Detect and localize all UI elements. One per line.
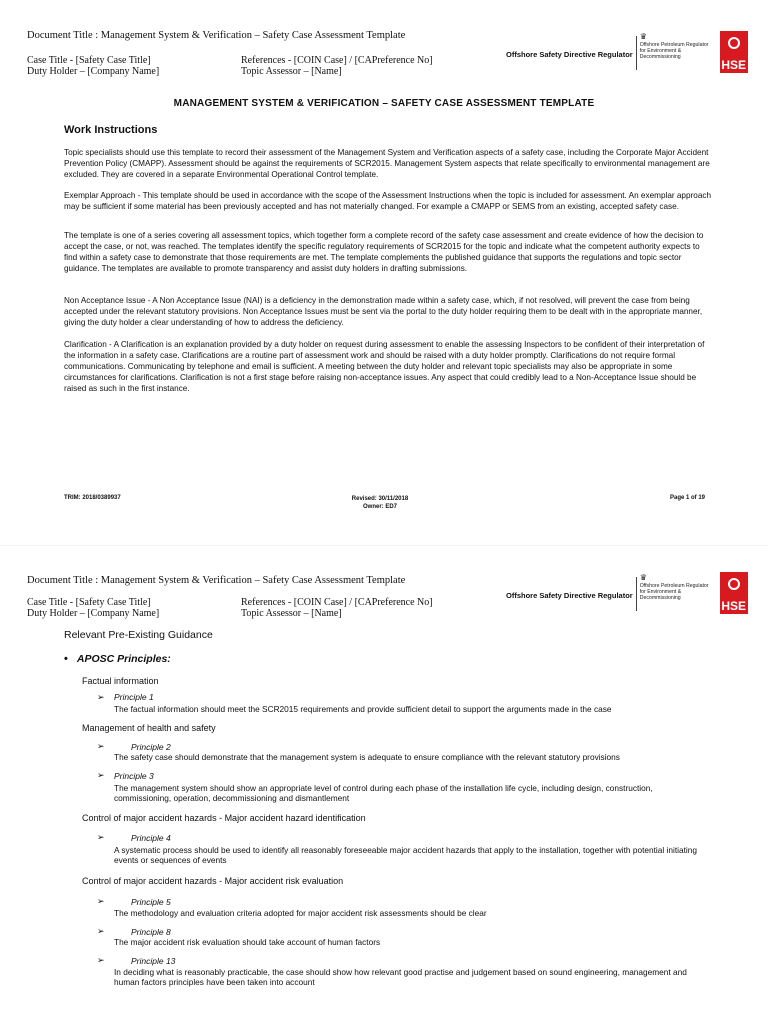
regulator-logos [506,31,748,73]
opred-crest [640,572,718,601]
osdr-logo-text: Offshore Safety Directive Regulator [506,591,633,600]
arrow-bullet-icon: ➢ [97,692,105,702]
principle-13-title: Principle 13 [131,956,176,966]
paragraph-intro: Topic specialists should use this template to record their assessment of the Management System and Verification aspects of a safety case, including the Corporate Major Accident Prevention Policy (CMAPP). Assessment should be against the requirements of SCR2015. Management System aspects that relate specifically to environmental management are excluded. They are covered in a separate Environmental Operational Control template. [64,148,710,179]
regulator-logos [506,572,748,614]
royal-crest-icon: ♛ [639,573,647,582]
topic-assessor: Topic Assessor – [Name] [241,608,342,619]
paragraph-clarification: Clarification - A Clarification is an explanation provided by a duty holder on request during assessment to enable the assessing Inspectors to be confident of their interpretation of the information in a safety case. Clarifications are a routine part of assessment work and should be raised with a duty holder promptly. Clarifications do not require formal communications. Communicating by telephone and email is sufficient. A meeting between the duty holder and relevant topic specialists may also be appropriate in some circumstances for clarifications. Clarification is not a first stage before raising non-acceptance issues. Any aspect that could credibly lead to a Non-Acceptance Issue should be raised as such in the first instance. [64,340,705,393]
opred-crest [640,31,718,60]
principle-2-title: Principle 2 [131,742,171,752]
category-hazard-identification: Control of major accident hazards - Major accident hazard identification [82,813,366,823]
crest-line-2: for Environment & Decommissioning [639,48,682,60]
arrow-bullet-icon: ➢ [97,926,105,936]
principle-8-title: Principle 8 [131,927,171,937]
arrow-bullet-icon: ➢ [97,896,105,906]
hse-mark-icon [728,578,740,590]
page-separator [0,545,768,546]
royal-crest-icon: ♛ [639,32,647,41]
crest-line-1: Offshore Petroleum Regulator [639,583,709,589]
osdr-logo-text: Offshore Safety Directive Regulator [506,50,633,59]
crest-line-1: Offshore Petroleum Regulator [639,42,709,48]
aposc-principles-label: APOSC Principles: [76,653,171,665]
principle-1-title: Principle 1 [114,692,154,702]
references: References - [COIN Case] / [CAPreference No] [241,597,433,608]
principle-5-text: The methodology and evaluation criteria adopted for major accident risk assessments should be clear [114,908,487,918]
topic-assessor: Topic Assessor – [Name] [241,66,342,77]
arrow-bullet-icon: ➢ [97,955,105,965]
principle-3-title: Principle 3 [114,771,154,781]
hse-logo [720,572,748,614]
principle-2-text: The safety case should demonstrate that the management system is adequate to ensure compliance with the relevant statutory provisions [114,752,620,762]
arrow-bullet-icon: ➢ [97,770,105,780]
footer-revision [330,495,430,511]
arrow-bullet-icon: ➢ [97,832,105,842]
guidance-heading: Relevant Pre-Existing Guidance [64,629,213,641]
references: References - [COIN Case] / [CAPreference No] [241,55,433,66]
principle-8-text: The major accident risk evaluation should take account of human factors [114,937,381,947]
footer-owner: Owner: ED7 [362,504,397,510]
principle-4-title: Principle 4 [131,833,171,843]
footer-revised: Revised: 30/11/2018 [351,496,409,502]
logo-divider [636,36,637,70]
paragraph-template-series: The template is one of a series covering all assessment topics, which together form a complete record of the safety case assessment and create evidence of how the decision to accept the case, or not, was reached. The templates identify the specific regulatory requirements of SCR2015 for the topic and indicate what the competent authority expects to find within a safety case to demonstrate that those requirements are met. The template complements the published guidance that supports the regulations and topic sector guidance. The templates are available to promote transparency and assist duty holders in drafting submissions. [64,231,704,273]
paragraph-non-acceptance: Non Acceptance Issue - A Non Acceptance Issue (NAI) is a deficiency in the demonstration made within a safety case, which, if not resolved, will prevent the case from being accepted under the relevant statutory provisions. Non Acceptance Issues must be sent via the portal to the duty holder requiring them to be dealt with in the appropriate manner, giving the duty holder a clear understanding of how to address the deficiency. [64,296,703,327]
principle-3-text: The management system should show an appropriate level of control during each phase of the installation life cycle, including design, construction, commissioning, operation, decommissioning and dismantlement [114,783,653,803]
duty-holder: Duty Holder – [Company Name] [27,66,160,77]
crest-line-2: for Environment & Decommissioning [639,589,682,601]
document-title: Document Title : Management System & Verification – Safety Case Assessment Template [27,575,406,586]
work-instructions-heading: Work Instructions [64,124,158,136]
aposc-principles-heading [64,653,171,665]
arrow-bullet-icon: ➢ [97,741,105,751]
hse-logo [720,31,748,73]
paragraph-exemplar: Exemplar Approach - This template should be used in accordance with the scope of the Assessment Instructions when the topic is included for assessment. An exemplar approach may be sufficient if some material has been previously accepted and has not materially changed. For example a CMAPP or SEMS from an existing, accepted safety case. [64,191,712,211]
logo-divider [636,577,637,611]
document-title: Document Title : Management System & Verification – Safety Case Assessment Template [27,30,406,41]
hse-logo-text: HSE [721,599,747,613]
category-management-health-safety: Management of health and safety [82,723,216,733]
principle-13-text: In deciding what is reasonably practicable, the case should show how relevant good practise and judgement based on sound engineering, management and human factors principles have been taken into account [114,967,687,987]
case-title: Case Title - [Safety Case Title] [27,597,151,608]
category-factual-information: Factual information [82,676,159,686]
hse-logo-text: HSE [721,58,747,72]
principle-5-title: Principle 5 [131,897,171,907]
principle-4-text: A systematic process should be used to identify all reasonably foreseeable major accident hazards that apply to the installation, together with potential initiating events or sequences of events [114,845,697,865]
footer-page-number: Page 1 of 19 [670,495,706,501]
hse-mark-icon [728,37,740,49]
duty-holder: Duty Holder – [Company Name] [27,608,160,619]
footer-trim: TRIM: 2018/0389937 [64,495,121,501]
category-risk-evaluation: Control of major accident hazards - Major accident risk evaluation [82,876,344,886]
case-title: Case Title - [Safety Case Title] [27,55,151,66]
principle-1-text: The factual information should meet the SCR2015 requirements and provide sufficient detail to support the arguments made in the case [114,704,612,714]
main-heading: MANAGEMENT SYSTEM & VERIFICATION – SAFETY CASE ASSESSMENT TEMPLATE [173,98,595,109]
bullet-icon: • [64,653,68,665]
